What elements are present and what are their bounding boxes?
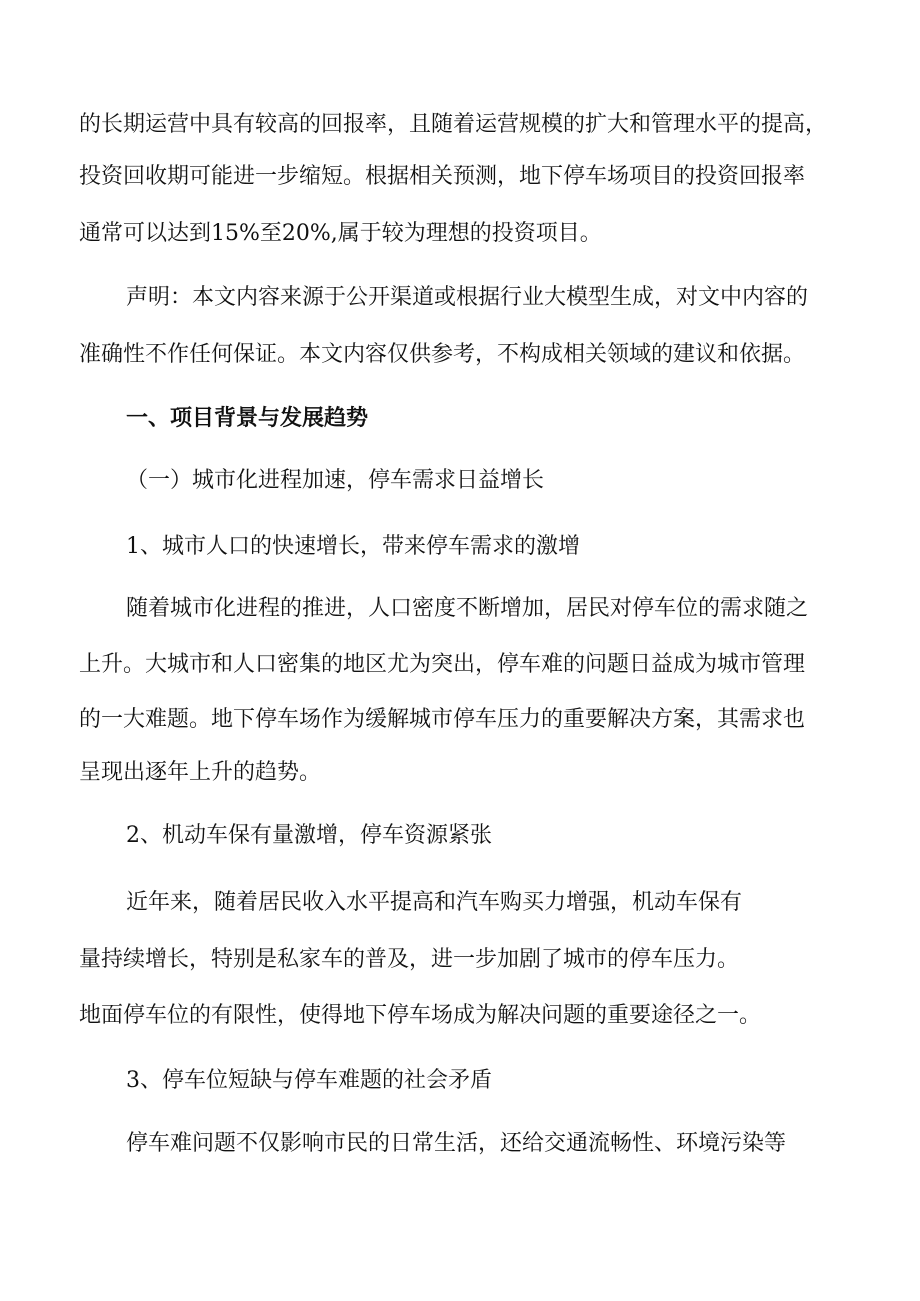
intro-line-3: 通常可以达到15%至20%,属于较为理想的投资项目。 <box>79 221 602 246</box>
item2-body-line-2: 量持续增长，特别是私家车的普及，进一步加剧了城市的停车压力。 <box>79 947 740 972</box>
item1-body-line-3: 的一大难题。地下停车场作为缓解城市停车压力的重要解决方案，其需求也 <box>79 707 806 732</box>
intro-line-2: 投资回收期可能进一步缩短。根据相关预测，地下停车场项目的投资回报率 <box>79 164 806 189</box>
disclaimer-line-2: 准确性不作任何保证。本文内容仅供参考，不构成相关领域的建议和依据。 <box>79 342 806 367</box>
item2-heading: 2、机动车保有量激增，停车资源紧张 <box>126 823 492 848</box>
subsection-heading: （一）城市化进程加速，停车需求日益增长 <box>126 468 545 493</box>
item1-body-line-4: 呈现出逐年上升的趋势。 <box>79 760 322 785</box>
item1-body-line-1: 随着城市化进程的推进，人口密度不断增加，居民对停车位的需求随之 <box>126 596 809 621</box>
item1-heading: 1、城市人口的快速增长，带来停车需求的激增 <box>126 534 580 559</box>
section-heading: 一、项目背景与发展趋势 <box>126 406 369 431</box>
disclaimer-line-1: 声明：本文内容来源于公开渠道或根据行业大模型生成，对文中内容的 <box>126 285 809 310</box>
intro-line-1: 的长期运营中具有较高的回报率，且随着运营规模的扩大和管理水平的提高， <box>79 112 828 137</box>
item2-body-line-1: 近年来，随着居民收入水平提高和汽车购买力增强，机动车保有 <box>126 890 743 915</box>
item2-body-line-3: 地面停车位的有限性，使得地下停车场成为解决问题的重要途径之一。 <box>79 1003 762 1028</box>
item3-body-line-1: 停车难问题不仅影响市民的日常生活，还给交通流畅性、环境污染等 <box>126 1131 787 1156</box>
item3-heading: 3、停车位短缺与停车难题的社会矛盾 <box>126 1068 492 1093</box>
item1-body-line-2: 上升。大城市和人口密集的地区尤为突出，停车难的问题日益成为城市管理 <box>79 652 806 677</box>
